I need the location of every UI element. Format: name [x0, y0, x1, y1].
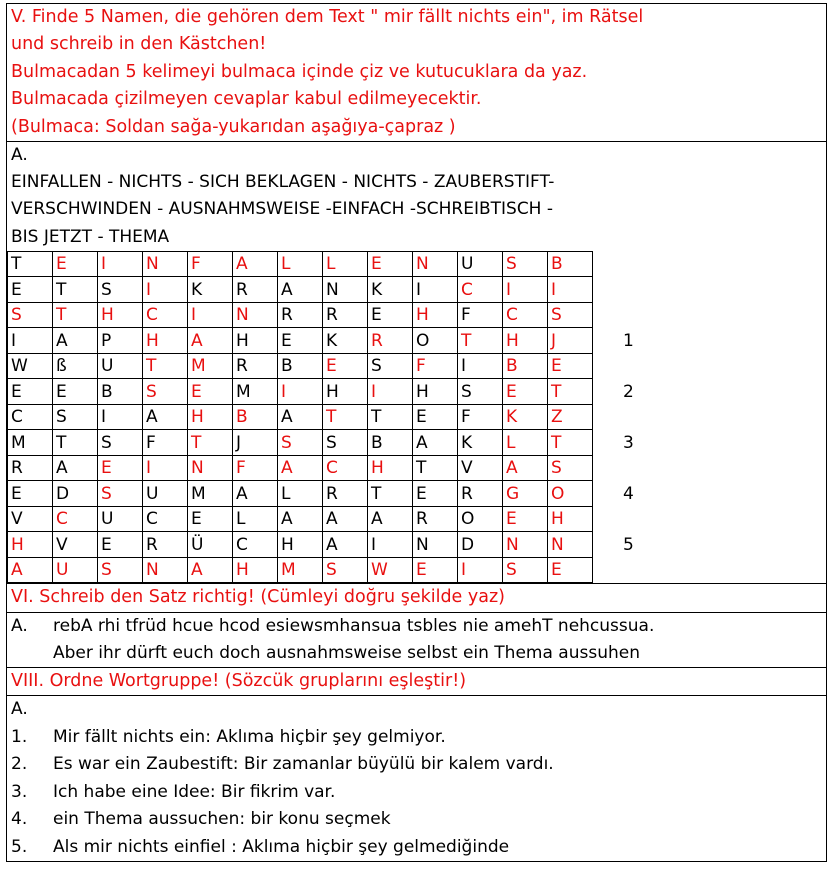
grid-cell[interactable]: L — [233, 506, 278, 532]
grid-cell[interactable]: I — [548, 277, 593, 303]
grid-cell[interactable]: E — [548, 353, 593, 379]
grid-cell[interactable]: O — [548, 481, 593, 507]
grid-cell[interactable]: C — [458, 277, 503, 303]
grid-cell[interactable]: S — [98, 557, 143, 583]
grid-cell[interactable]: B — [368, 430, 413, 456]
grid-cell[interactable]: I — [143, 277, 188, 303]
word-list-block — [7, 142, 826, 251]
grid-cell[interactable]: P — [98, 328, 143, 354]
grid-cell[interactable]: T — [143, 353, 188, 379]
grid-cell[interactable]: T — [548, 379, 593, 405]
item-text: Mir fällt nichts ein: Aklıma hiçbir şey gelmiyor. — [53, 726, 446, 747]
grid-cell[interactable]: A — [368, 506, 413, 532]
grid-cell[interactable]: C — [53, 506, 98, 532]
grid-cell[interactable]: B — [98, 379, 143, 405]
grid-cell[interactable]: E — [188, 506, 233, 532]
grid-cell[interactable]: S — [458, 379, 503, 405]
grid-cell[interactable]: V — [458, 455, 503, 481]
grid-cell[interactable]: M — [278, 557, 323, 583]
grid-cell[interactable]: L — [323, 251, 368, 277]
grid-cell[interactable]: N — [413, 251, 458, 277]
grid-cell[interactable]: S — [278, 430, 323, 456]
grid-cell[interactable]: A — [188, 328, 233, 354]
grid-cell[interactable]: D — [53, 481, 98, 507]
grid-cell[interactable]: H — [98, 302, 143, 328]
answer-number — [593, 455, 822, 481]
grid-cell[interactable]: V — [53, 532, 98, 558]
solution-sentence: Aber ihr dürft euch doch ausnahmsweise selbst ein Thema aussuhen — [53, 642, 640, 663]
grid-cell[interactable]: C — [233, 532, 278, 558]
grid-cell[interactable]: F — [233, 455, 278, 481]
grid-cell[interactable]: L — [278, 251, 323, 277]
grid-row — [8, 302, 822, 328]
grid-cell[interactable]: T — [323, 404, 368, 430]
grid-cell[interactable]: H — [503, 328, 548, 354]
grid-cell[interactable]: K — [188, 277, 233, 303]
grid-row — [8, 328, 822, 354]
item-number: 5. — [11, 836, 28, 857]
grid-cell[interactable]: H — [413, 379, 458, 405]
answer-label: A. — [11, 615, 28, 636]
grid-cell[interactable]: C — [143, 302, 188, 328]
grid-cell[interactable]: W — [8, 353, 53, 379]
answer-number — [593, 404, 822, 430]
grid-row — [8, 506, 822, 532]
grid-cell[interactable]: O — [458, 506, 503, 532]
grid-cell[interactable]: C — [143, 506, 188, 532]
grid-cell[interactable]: R — [143, 532, 188, 558]
grid-cell[interactable]: U — [98, 506, 143, 532]
answer-label: A. — [11, 699, 28, 720]
grid-cell[interactable]: A — [503, 455, 548, 481]
grid-cell[interactable]: S — [323, 430, 368, 456]
grid-cell[interactable]: R — [323, 302, 368, 328]
grid-cell[interactable]: C — [503, 302, 548, 328]
grid-cell[interactable]: A — [323, 506, 368, 532]
grid-cell[interactable]: S — [503, 557, 548, 583]
grid-cell[interactable]: E — [98, 532, 143, 558]
grid-cell[interactable]: I — [413, 277, 458, 303]
grid-cell[interactable]: B — [548, 251, 593, 277]
grid-cell[interactable]: E — [323, 353, 368, 379]
answer-number: 2 — [623, 381, 634, 402]
grid-cell[interactable]: E — [8, 277, 53, 303]
grid-cell[interactable]: I — [98, 404, 143, 430]
grid-cell[interactable]: M — [233, 379, 278, 405]
grid-cell[interactable]: I — [368, 379, 413, 405]
grid-cell[interactable]: M — [188, 353, 233, 379]
grid-cell[interactable]: S — [53, 404, 98, 430]
section8-title: VIII. Ordne Wortgruppe! (Sözcük gruplarını eşleştir!) — [7, 668, 826, 696]
grid-cell[interactable]: B — [233, 404, 278, 430]
grid-cell[interactable]: H — [233, 328, 278, 354]
grid-cell[interactable]: T — [53, 430, 98, 456]
grid-cell[interactable]: N — [323, 277, 368, 303]
grid-cell[interactable]: A — [233, 481, 278, 507]
item-number: 1. — [11, 726, 28, 747]
grid-cell[interactable]: S — [143, 379, 188, 405]
grid-cell[interactable]: Z — [548, 404, 593, 430]
grid-cell[interactable]: I — [458, 353, 503, 379]
grid-row — [8, 532, 822, 558]
grid-cell[interactable]: R — [413, 506, 458, 532]
grid-cell[interactable]: E — [53, 251, 98, 277]
grid-row — [8, 430, 822, 456]
grid-cell[interactable]: H — [368, 455, 413, 481]
grid-cell[interactable]: E — [413, 481, 458, 507]
grid-row — [8, 481, 822, 507]
grid-cell[interactable]: E — [548, 557, 593, 583]
grid-cell[interactable]: U — [98, 353, 143, 379]
grid-cell[interactable]: E — [278, 328, 323, 354]
grid-cell[interactable]: S — [8, 302, 53, 328]
grid-cell[interactable]: H — [278, 532, 323, 558]
grid-cell[interactable]: M — [8, 430, 53, 456]
grid-cell[interactable]: E — [8, 481, 53, 507]
grid-cell[interactable]: F — [458, 404, 503, 430]
grid-cell[interactable]: K — [503, 404, 548, 430]
grid-cell[interactable]: R — [368, 328, 413, 354]
grid-cell[interactable]: S — [503, 251, 548, 277]
grid-cell[interactable]: N — [503, 532, 548, 558]
item-number: 3. — [11, 781, 28, 802]
word-search-grid — [7, 251, 822, 584]
grid-cell[interactable]: F — [458, 302, 503, 328]
grid-cell[interactable]: I — [278, 379, 323, 405]
grid-cell[interactable]: ß — [53, 353, 98, 379]
grid-cell[interactable]: U — [53, 557, 98, 583]
scrambled-sentence: rebA rhi tfrüd hcue hcod esiewsmhansua tsbles nie amehT nehcussua. — [53, 615, 655, 636]
list-item — [11, 834, 822, 862]
grid-cell[interactable]: A — [278, 506, 323, 532]
grid-cell[interactable]: A — [233, 251, 278, 277]
section6-answer — [7, 613, 826, 668]
grid-cell[interactable]: A — [53, 455, 98, 481]
grid-cell[interactable]: T — [188, 430, 233, 456]
grid-cell[interactable]: S — [323, 557, 368, 583]
answer-number: 4 — [623, 483, 634, 504]
grid-cell[interactable]: M — [188, 481, 233, 507]
grid-cell[interactable]: U — [143, 481, 188, 507]
answer-number: 1 — [623, 330, 634, 351]
grid-cell[interactable]: W — [368, 557, 413, 583]
instruction-line: und schreib in den Kästchen! — [11, 34, 267, 55]
grid-row — [8, 557, 822, 583]
answer-number — [593, 251, 822, 277]
grid-cell[interactable]: D — [458, 532, 503, 558]
grid-cell[interactable]: E — [368, 302, 413, 328]
instruction-line: (Bulmaca: Soldan sağa-yukarıdan aşağıya-çapraz ) — [11, 116, 456, 137]
grid-cell[interactable]: A — [188, 557, 233, 583]
word-list-line: VERSCHWINDEN - AUSNAHMSWEISE -EINFACH -SCHREIBTISCH - — [11, 199, 554, 220]
grid-cell[interactable]: R — [233, 277, 278, 303]
grid-cell[interactable]: I — [458, 557, 503, 583]
grid-cell[interactable]: A — [278, 277, 323, 303]
grid-cell[interactable]: A — [278, 455, 323, 481]
answer-number — [593, 302, 822, 328]
grid-cell[interactable]: R — [233, 353, 278, 379]
grid-cell[interactable]: H — [143, 328, 188, 354]
grid-cell[interactable]: E — [503, 379, 548, 405]
answer-number — [593, 353, 822, 379]
grid-cell[interactable]: F — [188, 251, 233, 277]
instruction-line: Bulmacada çizilmeyen cevaplar kabul edilmeyecektir. — [11, 89, 482, 110]
grid-cell[interactable]: N — [233, 302, 278, 328]
grid-cell[interactable]: Ü — [188, 532, 233, 558]
grid-cell[interactable]: N — [143, 251, 188, 277]
grid-cell[interactable]: R — [458, 481, 503, 507]
answer-number — [593, 506, 822, 532]
grid-cell[interactable]: J — [548, 328, 593, 354]
grid-cell[interactable]: I — [143, 455, 188, 481]
grid-cell[interactable]: E — [8, 379, 53, 405]
grid-cell[interactable]: E — [503, 506, 548, 532]
grid-cell[interactable]: N — [188, 455, 233, 481]
grid-cell[interactable]: N — [413, 532, 458, 558]
grid-cell[interactable]: S — [98, 430, 143, 456]
grid-cell[interactable]: B — [278, 353, 323, 379]
grid-cell[interactable]: H — [323, 379, 368, 405]
answer-number: 5 — [623, 534, 634, 555]
grid-cell[interactable]: N — [143, 557, 188, 583]
grid-cell[interactable]: E — [413, 404, 458, 430]
item-text: Es war ein Zaubestift: Bir zamanlar büyülü bir kalem vardı. — [53, 754, 554, 775]
list-item — [11, 779, 822, 807]
grid-cell[interactable]: H — [233, 557, 278, 583]
instruction-line: V. Finde 5 Namen, die gehören dem Text " mir fällt nichts ein", im Rätsel — [11, 7, 644, 27]
grid-row — [8, 277, 822, 303]
grid-cell[interactable]: S — [548, 455, 593, 481]
instruction-line: Bulmacadan 5 kelimeyi bulmaca içinde çiz ve kutucuklara da yaz. — [11, 61, 588, 82]
grid-cell[interactable]: I — [368, 532, 413, 558]
section5-instructions — [7, 4, 826, 142]
grid-cell[interactable]: H — [548, 506, 593, 532]
list-item — [11, 724, 822, 752]
grid-cell[interactable]: E — [188, 379, 233, 405]
grid-cell[interactable]: T — [368, 481, 413, 507]
worksheet — [6, 3, 827, 862]
grid-cell[interactable]: S — [368, 353, 413, 379]
grid-cell[interactable]: C — [323, 455, 368, 481]
grid-cell[interactable]: K — [323, 328, 368, 354]
answer-number: 3 — [623, 432, 634, 453]
item-number: 2. — [11, 754, 28, 775]
grid-cell[interactable]: K — [368, 277, 413, 303]
grid-cell[interactable]: G — [503, 481, 548, 507]
grid-cell[interactable]: E — [53, 379, 98, 405]
grid-cell[interactable]: H — [8, 532, 53, 558]
grid-cell[interactable]: J — [233, 430, 278, 456]
word-list-line: EINFALLEN - NICHTS - SICH BEKLAGEN - NICHTS - ZAUBERSTIFT- — [11, 172, 555, 193]
grid-cell[interactable]: S — [98, 277, 143, 303]
grid-row — [8, 404, 822, 430]
grid-cell[interactable]: S — [548, 302, 593, 328]
item-text: Als mir nichts einfiel : Aklıma hiçbir şey gelmediğinde — [53, 836, 510, 857]
grid-cell[interactable]: T — [8, 251, 53, 277]
grid-cell[interactable]: I — [98, 251, 143, 277]
grid-cell[interactable]: K — [458, 430, 503, 456]
answer-number — [593, 277, 822, 303]
grid-cell[interactable]: A — [53, 328, 98, 354]
grid-cell[interactable]: T — [413, 455, 458, 481]
grid-cell[interactable]: F — [413, 353, 458, 379]
word-list-line: BIS JETZT - THEMA — [11, 226, 170, 247]
grid-cell[interactable]: T — [53, 302, 98, 328]
grid-cell[interactable]: S — [98, 481, 143, 507]
grid-row — [8, 455, 822, 481]
grid-cell[interactable]: R — [278, 302, 323, 328]
grid-cell[interactable]: N — [548, 532, 593, 558]
grid-cell[interactable]: A — [323, 532, 368, 558]
answer-number — [593, 557, 822, 583]
grid-cell[interactable]: I — [8, 328, 53, 354]
grid-cell[interactable]: O — [413, 328, 458, 354]
grid-cell[interactable]: E — [368, 251, 413, 277]
grid-cell[interactable]: C — [8, 404, 53, 430]
grid-cell[interactable]: E — [413, 557, 458, 583]
section8-list — [7, 696, 826, 862]
list-item — [11, 806, 822, 834]
answer-label: A. — [11, 145, 28, 166]
grid-cell[interactable]: T — [53, 277, 98, 303]
grid-cell[interactable]: R — [8, 455, 53, 481]
grid-cell[interactable]: F — [143, 430, 188, 456]
item-text: Ich habe eine Idee: Bir fikrim var. — [53, 781, 336, 802]
grid-cell[interactable]: E — [98, 455, 143, 481]
grid-cell[interactable]: L — [278, 481, 323, 507]
list-item — [11, 751, 822, 779]
grid-cell[interactable]: A — [143, 404, 188, 430]
grid-cell[interactable]: A — [413, 430, 458, 456]
grid-cell[interactable]: A — [8, 557, 53, 583]
item-text: ein Thema aussuchen: bir konu seçmek — [53, 809, 391, 830]
grid-cell[interactable]: T — [458, 328, 503, 354]
grid-cell[interactable]: T — [548, 430, 593, 456]
grid-cell[interactable]: H — [413, 302, 458, 328]
grid-cell[interactable]: T — [368, 404, 413, 430]
grid-row — [8, 251, 822, 277]
grid-cell[interactable]: R — [323, 481, 368, 507]
grid-cell[interactable]: H — [188, 404, 233, 430]
grid-row — [8, 353, 822, 379]
grid-cell[interactable]: V — [8, 506, 53, 532]
grid-cell[interactable]: B — [503, 353, 548, 379]
grid-cell[interactable]: A — [278, 404, 323, 430]
section6-title: VI. Schreib den Satz richtig! (Cümleyi doğru şekilde yaz) — [7, 583, 826, 612]
grid-cell[interactable]: U — [458, 251, 503, 277]
item-number: 4. — [11, 809, 28, 830]
grid-cell[interactable]: I — [188, 302, 233, 328]
grid-cell[interactable]: I — [503, 277, 548, 303]
grid-cell[interactable]: L — [503, 430, 548, 456]
grid-row — [8, 379, 822, 405]
